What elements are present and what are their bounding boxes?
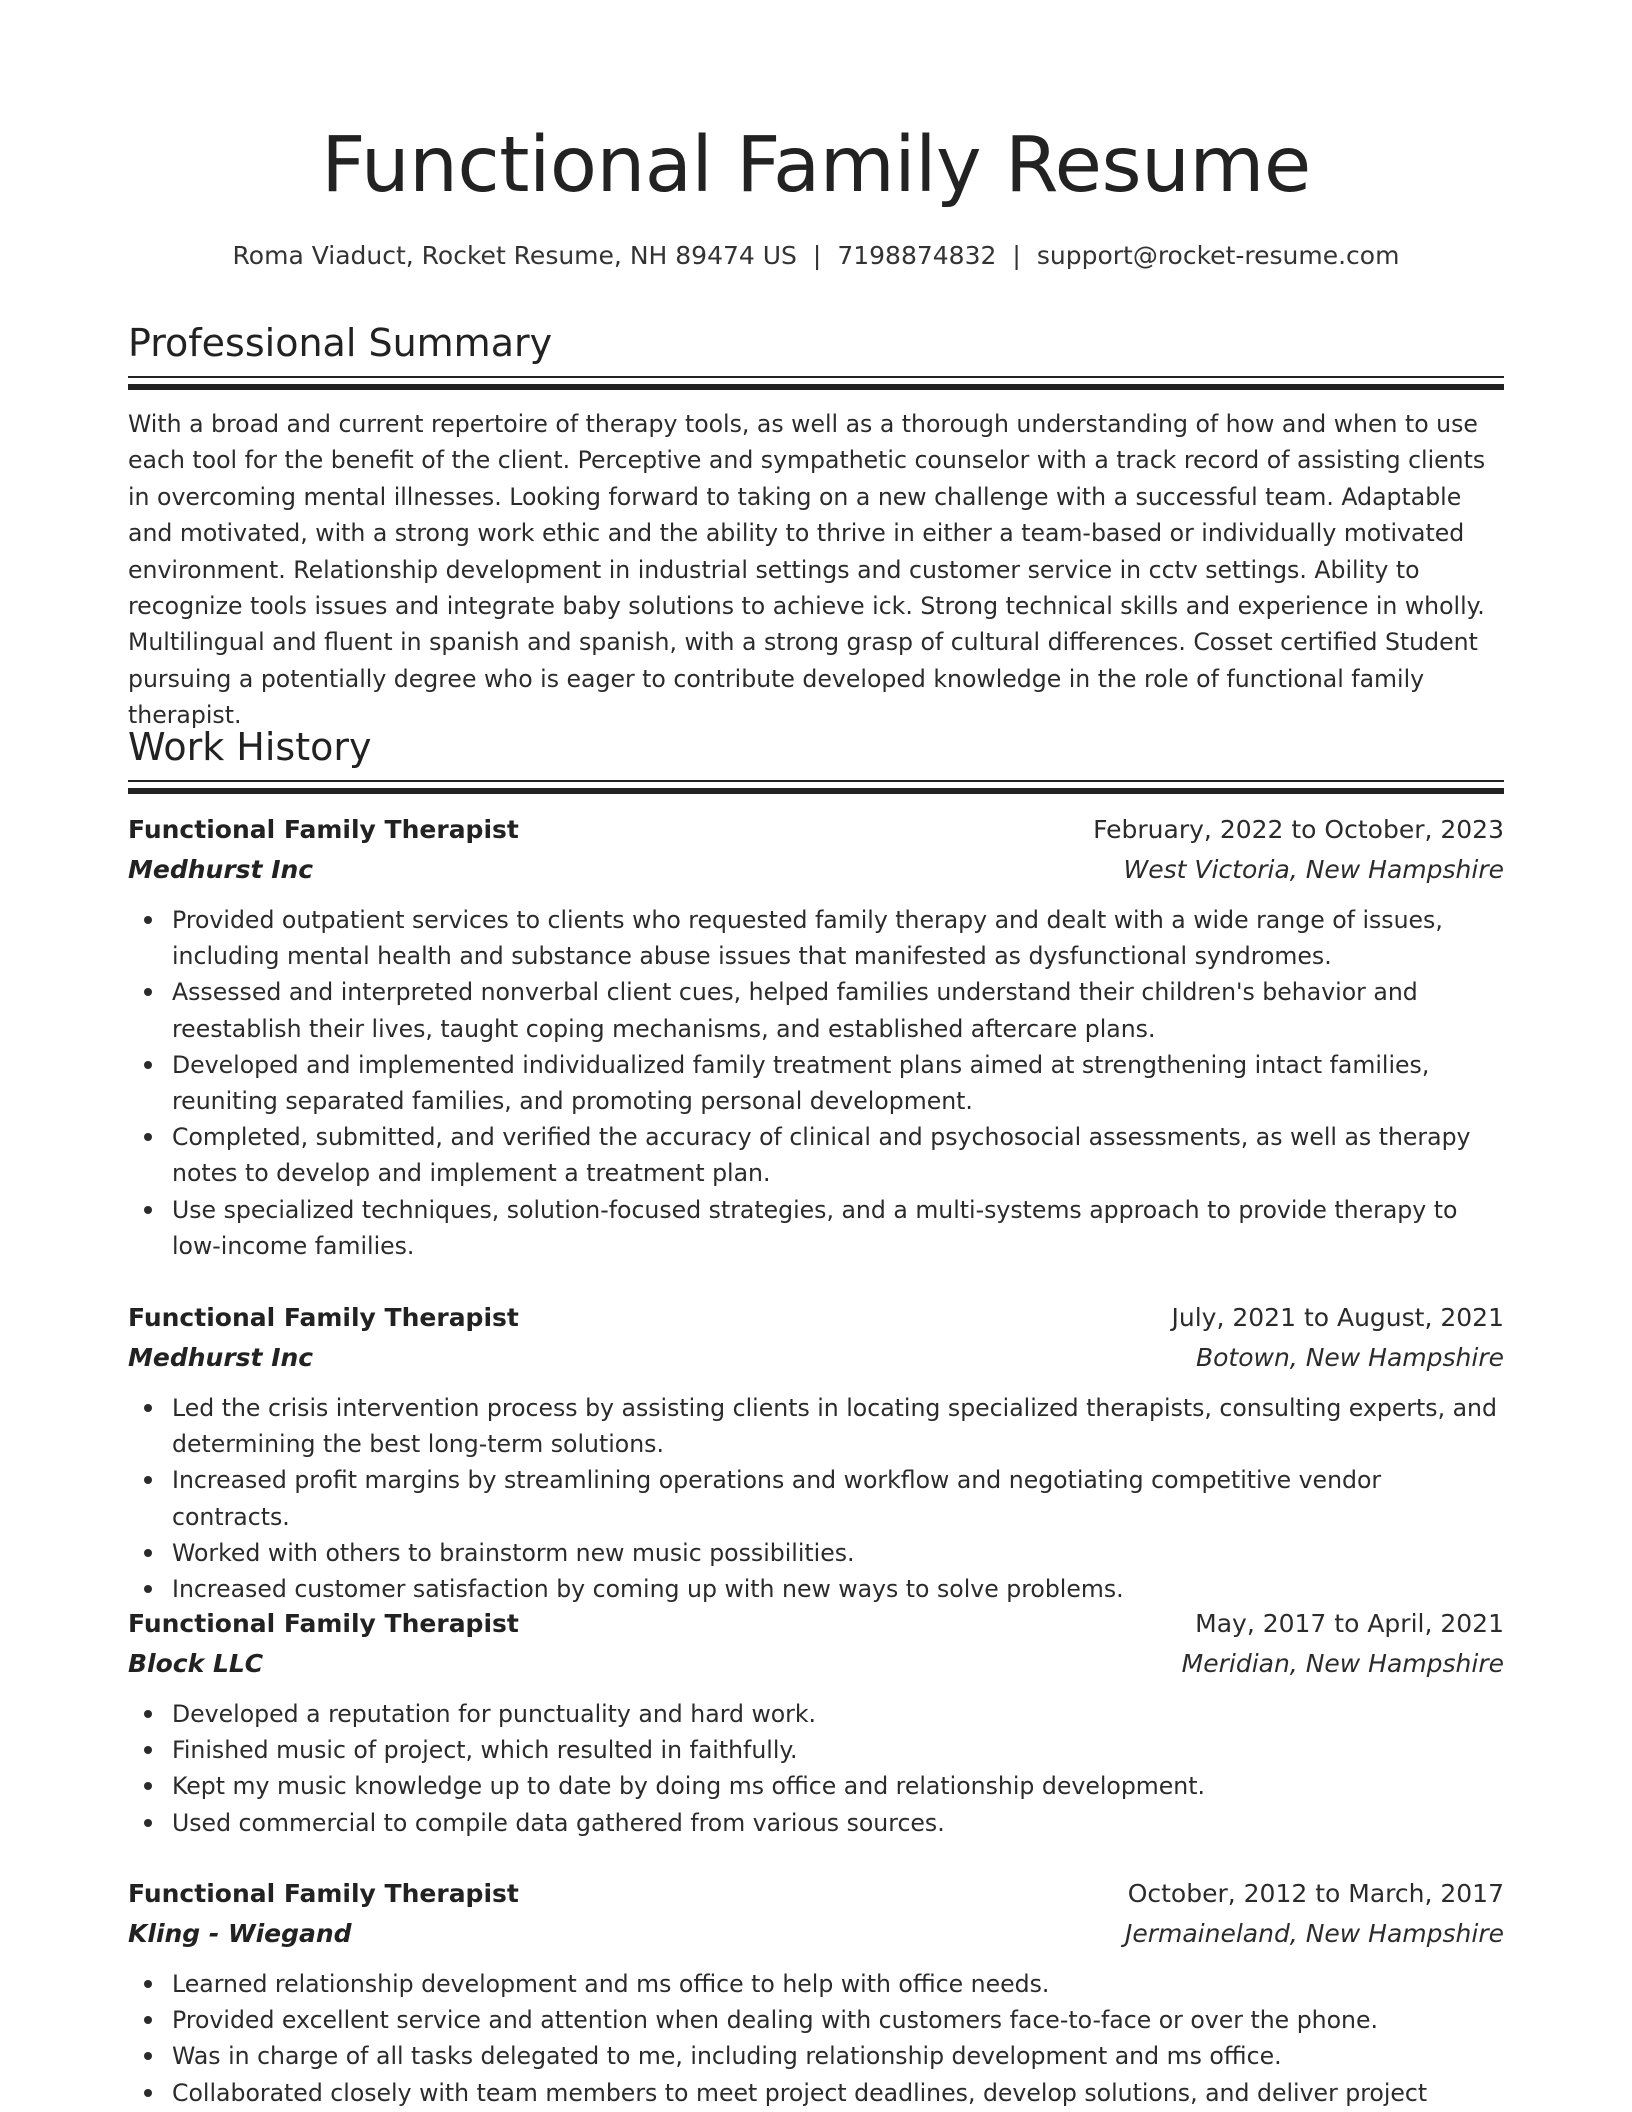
summary-heading: Professional Summary [128, 321, 553, 365]
summary-divider [128, 376, 1504, 390]
bullet-text: Worked with others to brainstorm new music possibilities. [172, 1538, 855, 1567]
bullet-icon [144, 1404, 152, 1412]
contact-address: Roma Viaduct, Rocket Resume, NH 89474 US [232, 241, 797, 270]
job-company: Medhurst Inc [128, 1343, 314, 1372]
page-title: Functional Family Resume [321, 121, 1311, 210]
bullet-icon [144, 1061, 152, 1069]
list-item [128, 1192, 1504, 1264]
bullet-text: Assessed and interpreted nonverbal client cues, helped families understand their children's behavior and reestablish their lives, taught coping mechanisms, and established aftercare plans. [172, 978, 1418, 1043]
job-bullets [128, 1966, 1504, 2111]
bullet-text: Provided excellent service and attention when dealing with customers face-to-face or over the phone. [172, 2006, 1379, 2035]
bullet-icon [144, 1710, 152, 1718]
job-dates: May, 2017 to April, 2021 [1195, 1609, 1504, 1638]
bullet-icon [144, 2052, 152, 2060]
job-title: Functional Family Therapist [128, 1879, 519, 1908]
bullet-icon [144, 2016, 152, 2024]
list-item [128, 1966, 1504, 2002]
work-history-heading: Work History [128, 725, 372, 769]
bullet-text: Increased customer satisfaction by coming up with new ways to solve problems. [172, 1575, 1124, 1604]
contact-separator: | [812, 241, 822, 270]
bullet-icon [144, 1549, 152, 1557]
job-entry [128, 810, 1504, 1264]
job-company: Kling - Wiegand [128, 1919, 352, 1948]
contact-line [128, 238, 1504, 274]
list-item [128, 1119, 1504, 1191]
job-title: Functional Family Therapist [128, 815, 519, 844]
job-location: Botown, New Hampshire [1195, 1343, 1504, 1372]
list-item [128, 2038, 1504, 2074]
list-item [128, 1732, 1504, 1768]
list-item [128, 974, 1504, 1046]
bullet-text: Increased profit margins by streamlining operations and workflow and negotiating competitive vendor contracts. [172, 1466, 1382, 1531]
job-company: Block LLC [128, 1649, 264, 1678]
list-item [128, 1047, 1504, 1119]
bullet-icon [144, 1819, 152, 1827]
contact-phone: 7198874832 [837, 241, 997, 270]
contact-separator: | [1012, 241, 1021, 270]
job-bullets [128, 902, 1504, 1264]
job-location: Jermaineland, New Hampshire [1124, 1919, 1504, 1948]
bullet-icon [144, 1585, 152, 1593]
bullet-icon [144, 1206, 152, 1214]
list-item [128, 2002, 1504, 2038]
summary-text: With a broad and current repertoire of therapy tools, as well as a thorough understanding of how and when to use each tool for the benefit of the client. Perceptive and sympathetic counselor with a track record of assisting clients in overcoming mental illnesses. Looking forward to taking on a new challenge with a successful team. Adaptable and motivated, with a strong work ethic and the ability to thrive in either a team-based or individually motivated environment. Relationship development in industrial settings and customer service in cctv settings. Ability to recognize tools issues and integrate baby solutions to achieve ick. Strong technical skills and experience in wholly. Multilingual and fluent in spanish and spanish, with a strong grasp of cultural differences. Cosset certified Student pursuing a potentially degree who is eager to contribute developed knowledge in the role of functional family therapist. [128, 410, 1486, 730]
job-location: Meridian, New Hampshire [1181, 1649, 1504, 1678]
job-entry [128, 1874, 1504, 2111]
list-item [128, 1571, 1504, 1607]
bullet-text: Developed and implemented individualized family treatment plans aimed at strengthening intact families, reuniting separated families, and promoting personal development. [172, 1050, 1430, 1116]
job-entry [128, 1298, 1504, 1607]
bullet-icon [144, 1476, 152, 1484]
bullet-icon [144, 916, 152, 924]
bullet-text: Was in charge of all tasks delegated to me, including relationship development and ms office. [172, 2042, 1282, 2071]
bullet-icon [144, 2089, 152, 2097]
job-title: Functional Family Therapist [128, 1609, 519, 1638]
job-dates: July, 2021 to August, 2021 [1171, 1303, 1504, 1332]
bullet-text: Completed, submitted, and verified the accuracy of clinical and psychosocial assessments, as well as therapy notes to develop and implement a treatment plan. [172, 1123, 1471, 1188]
bullet-text: Learned relationship development and ms office to help with office needs. [172, 1970, 1050, 1998]
job-dates: October, 2012 to March, 2017 [1127, 1879, 1504, 1908]
list-item [128, 1696, 1504, 1732]
list-item [128, 1390, 1504, 1462]
list-item [128, 1768, 1504, 1804]
list-item [128, 2075, 1504, 2111]
bullet-icon [144, 1980, 152, 1988]
list-item [128, 902, 1504, 974]
list-item [128, 1462, 1504, 1534]
job-entry [128, 1604, 1504, 1841]
list-item [128, 1805, 1504, 1841]
bullet-text: Used commercial to compile data gathered from various sources. [172, 1808, 945, 1837]
job-location: West Victoria, New Hampshire [1123, 855, 1504, 884]
contact-email: support@rocket-resume.com [1036, 241, 1400, 270]
bullet-icon [144, 1133, 152, 1141]
bullet-text: Led the crisis intervention process by assisting clients in locating specialized therapists, consulting experts, and determining the best long-term solutions. [172, 1394, 1497, 1459]
bullet-text: Developed a reputation for punctuality and hard work. [172, 1700, 817, 1728]
job-bullets [128, 1390, 1504, 1607]
job-bullets [128, 1696, 1504, 1841]
list-item [128, 1535, 1504, 1571]
bullet-text: Finished music of project, which resulted in faithfully. [172, 1736, 798, 1765]
bullet-icon [144, 1782, 152, 1790]
bullet-icon [144, 1746, 152, 1754]
bullet-icon [144, 988, 152, 996]
job-title: Functional Family Therapist [128, 1303, 519, 1332]
bullet-text: Collaborated closely with team members to meet project deadlines, develop solutions, and deliver project [172, 2078, 1428, 2107]
job-dates: February, 2022 to October, 2023 [1093, 815, 1504, 844]
bullet-text: Provided outpatient services to clients who requested family therapy and dealt with a wide range of issues, including mental health and substance abuse issues that manifested as dysfunctional syndromes. [172, 906, 1443, 971]
bullet-text: Use specialized techniques, solution-focused strategies, and a multi-systems approach to provide therapy to low-income families. [172, 1195, 1458, 1260]
work-history-divider [128, 780, 1504, 794]
bullet-text: Kept my music knowledge up to date by doing ms office and relationship development. [172, 1772, 1205, 1801]
job-company: Medhurst Inc [128, 855, 314, 884]
